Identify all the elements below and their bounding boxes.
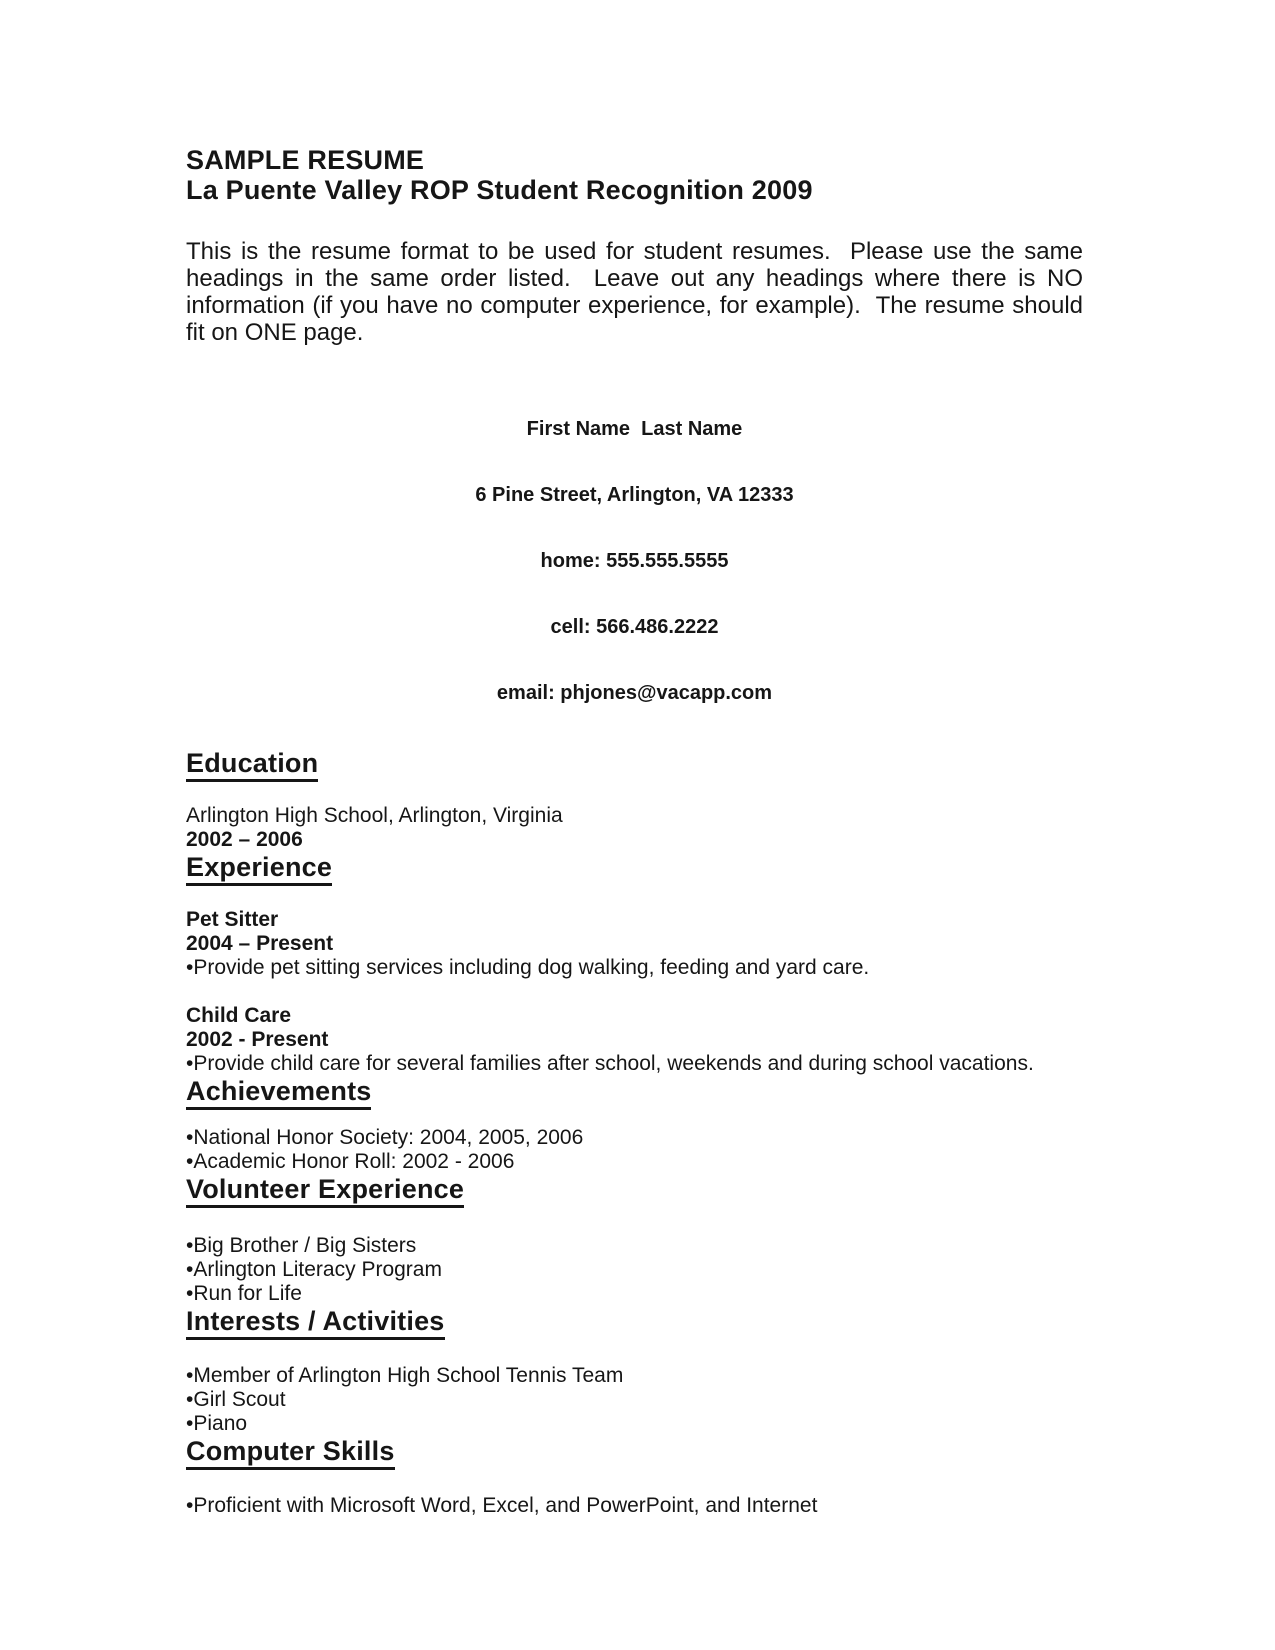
contact-home-phone: home: 555.555.5555: [540, 550, 729, 572]
section-volunteer-experience: [186, 1174, 1083, 1306]
volunteer-item: • Run for Life: [186, 1282, 1083, 1306]
interest-item: • Member of Arlington High School Tennis Team: [186, 1364, 1083, 1388]
contact-block: [186, 374, 1083, 748]
job-title: Child Care: [186, 1004, 292, 1027]
job-dates: 2002 - Present: [186, 1028, 329, 1051]
experience-heading: [186, 852, 1083, 886]
experience-heading-text: Experience: [186, 852, 332, 886]
title-line-2: La Puente Valley ROP Student Recognition 2009: [186, 175, 813, 205]
document-title: [186, 145, 1083, 205]
job-title: Pet Sitter: [186, 908, 279, 931]
achievement-item: • Academic Honor Roll: 2002 - 2006: [186, 1150, 1083, 1174]
interests-heading: [186, 1306, 1083, 1340]
computer-skills-list: [186, 1494, 1083, 1518]
computer-skills-heading-text: Computer Skills: [186, 1436, 395, 1470]
contact-name: First Name Last Name: [526, 418, 743, 440]
interests-heading-text: Interests / Activities: [186, 1306, 445, 1340]
computer-skill-item: • Proficient with Microsoft Word, Excel, and PowerPoint, and Internet: [186, 1494, 1083, 1518]
volunteer-heading-text: Volunteer Experience: [186, 1174, 464, 1208]
volunteer-list: [186, 1234, 1083, 1306]
interest-item: • Girl Scout: [186, 1388, 1083, 1412]
education-heading: [186, 748, 1083, 782]
education-school: Arlington High School, Arlington, Virginia: [186, 804, 563, 827]
interest-item: • Piano: [186, 1412, 1083, 1436]
intro-paragraph: This is the resume format to be used for student resumes. Please use the same headings in the same order listed. Leave out any headings where there is NO information (if you have no computer experience, for example). The resume should fit on ONE page.: [186, 238, 1090, 346]
computer-skills-heading: [186, 1436, 1083, 1470]
education-years: 2002 – 2006: [186, 828, 303, 851]
achievements-heading-text: Achievements: [186, 1076, 371, 1110]
contact-email: email: phjones@vacapp.com: [496, 682, 773, 704]
section-education: [186, 748, 1083, 852]
job-bullet: • Provide child care for several families after school, weekends and during school vacations.: [186, 1052, 1083, 1076]
section-achievements: [186, 1076, 1083, 1174]
job-entry: [186, 1004, 1083, 1076]
education-content: [186, 804, 1083, 852]
volunteer-item: • Big Brother / Big Sisters: [186, 1234, 1083, 1258]
contact-address: 6 Pine Street, Arlington, VA 12333: [475, 484, 794, 506]
education-heading-text: Education: [186, 748, 318, 782]
section-interests-activities: [186, 1306, 1083, 1436]
volunteer-heading: [186, 1174, 1083, 1208]
job-dates: 2004 – Present: [186, 932, 334, 955]
contact-cell-phone: cell: 566.486.2222: [550, 616, 719, 638]
section-computer-skills: [186, 1436, 1083, 1518]
job-bullet: • Provide pet sitting services including dog walking, feeding and yard care.: [186, 956, 1083, 980]
achievements-list: [186, 1126, 1083, 1174]
interests-list: [186, 1364, 1083, 1436]
volunteer-item: • Arlington Literacy Program: [186, 1258, 1083, 1282]
achievements-heading: [186, 1076, 1083, 1110]
achievement-item: • National Honor Society: 2004, 2005, 2006: [186, 1126, 1083, 1150]
job-entry: [186, 908, 1083, 980]
title-line-1: SAMPLE RESUME: [186, 145, 425, 175]
section-experience: [186, 852, 1083, 1076]
